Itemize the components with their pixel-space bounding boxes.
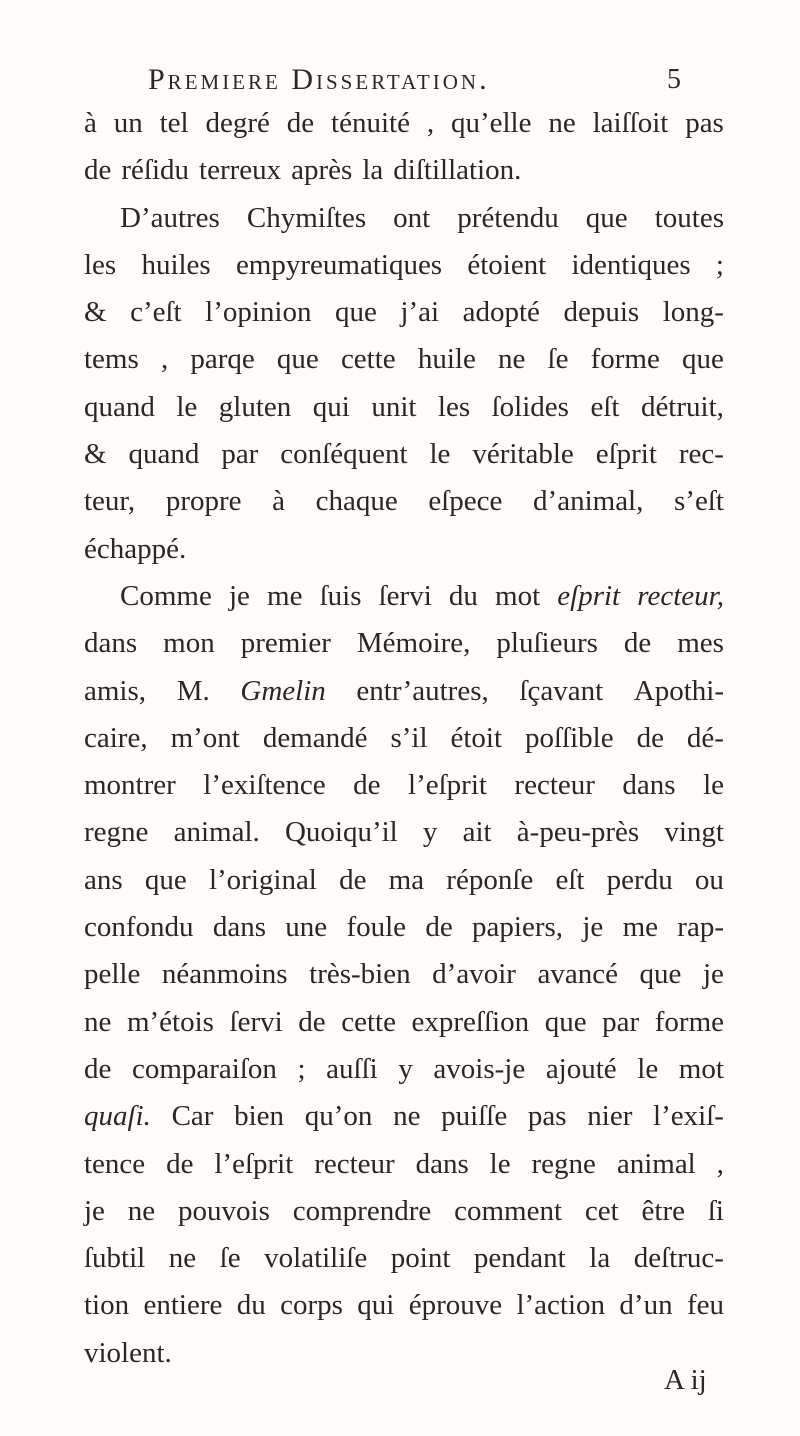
signature-mark: A ij xyxy=(664,1364,707,1396)
text-line: à un tel degré de ténuité , qu’elle ne laiſſoit pas xyxy=(84,107,724,139)
text-line: teur, propre à chaque eſpece d’animal, s’eſt xyxy=(84,485,724,518)
text-line: les huiles empyreumatiques étoient identiques ; xyxy=(84,248,724,281)
text-line: quaſi. Car bien qu’on ne puiſſe pas nier l’exiſ- xyxy=(84,1100,724,1133)
body-text xyxy=(84,100,724,1377)
text-line: pelle néanmoins très-bien d’avoir avancé que je xyxy=(84,958,724,991)
text-line: & quand par conſéquent le véritable eſprit rec- xyxy=(84,438,724,471)
text-line: Comme je me ſuis ſervi du mot eſprit recteur, xyxy=(120,579,724,612)
text-line: amis, M. Gmelin entr’autres, ſçavant Apothi- xyxy=(84,674,724,707)
text-line: ſubtil ne ſe volatiliſe point pendant la deſtruc- xyxy=(84,1242,724,1275)
text-line: tems , parqe que cette huile ne ſe forme que xyxy=(84,343,724,376)
text-line: quand le gluten qui unit les ſolides eſt détruit, xyxy=(84,390,724,423)
text-line: ans que l’original de ma réponſe eſt perdu ou xyxy=(84,863,724,896)
text-line: dans mon premier Mémoire, pluſieurs de mes xyxy=(84,627,724,660)
text-line: & c’eſt l’opinion que j’ai adopté depuis long- xyxy=(84,296,724,329)
text-line: D’autres Chymiſtes ont prétendu que toutes xyxy=(120,201,724,234)
text-line: tion entiere du corps qui éprouve l’action d’un feu xyxy=(84,1289,724,1322)
text-line: tence de l’eſprit recteur dans le regne animal , xyxy=(84,1147,724,1180)
text-line: violent. xyxy=(84,1336,172,1369)
running-header xyxy=(148,60,684,100)
text-line: de réſidu terreux après la diſtillation. xyxy=(84,154,522,187)
header-title: Premiere Dissertation. xyxy=(148,63,490,96)
text-line: je ne pouvois comprendre comment cet être ſi xyxy=(84,1194,724,1227)
page-number: 5 xyxy=(667,64,684,95)
text-line: regne animal. Quoiqu’il y ait à-peu-près vingt xyxy=(84,816,724,849)
text-line: confondu dans une foule de papiers, je me rap- xyxy=(84,911,724,944)
text-line: montrer l’exiſtence de l’eſprit recteur dans le xyxy=(84,769,724,802)
text-line: ne m’étois ſervi de cette expreſſion que par forme xyxy=(84,1005,724,1038)
text-line: échappé. xyxy=(84,532,187,565)
text-line: de comparaiſon ; auſſi y avois-je ajouté le mot xyxy=(84,1052,724,1085)
text-line: caire, m’ont demandé s’il étoit poſſible de dé- xyxy=(84,721,724,754)
